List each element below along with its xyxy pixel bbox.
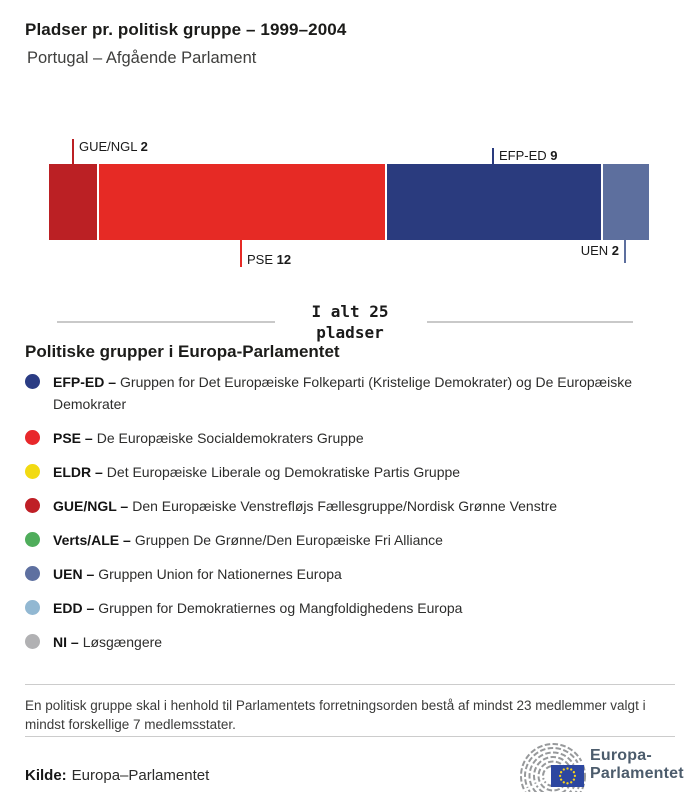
legend-item-edd: [25, 597, 645, 619]
group-abbr: ELDR –: [53, 464, 103, 480]
group-color-dot: [25, 634, 40, 649]
legend-item-gue-ngl: [25, 495, 645, 517]
callout-tick: [624, 240, 626, 263]
group-description: De Europæiske Socialdemokraters Gruppe: [96, 430, 364, 446]
footnote-divider-bottom: [25, 736, 675, 737]
divider-right: [427, 321, 633, 323]
callout-label-EFP-ED: EFP-ED 9: [499, 148, 558, 163]
callout-label-UEN: UEN 2: [580, 243, 619, 258]
group-abbr: Verts/ALE –: [53, 532, 131, 548]
legend-item-ni: [25, 631, 645, 653]
group-description: Den Europæiske Venstrefløjs Fællesgruppe/Nordisk Grønne Venstre: [132, 498, 558, 514]
group-abbr: EDD –: [53, 600, 95, 616]
bar-segment-PSE: [97, 164, 385, 240]
legend: [25, 371, 645, 665]
bar-segment-EFP-ED: [385, 164, 601, 240]
total-seats-line1: I alt 25: [311, 302, 389, 321]
group-color-dot: [25, 600, 40, 615]
group-description: Gruppen for Det Europæiske Folkeparti (Kristelige Demokrater) og De Europæiske Demokrater: [53, 374, 633, 412]
group-description: Gruppen De Grønne/Den Europæiske Fri Alliance: [134, 532, 443, 548]
source-label: Kilde:: [25, 767, 67, 784]
callout-label-GUE/NGL: GUE/NGL 2: [79, 139, 148, 154]
group-color-dot: [25, 464, 40, 479]
group-abbr: EFP-ED –: [53, 374, 117, 390]
group-abbr: UEN –: [53, 566, 95, 582]
ep-logo-line2: Parlamentet: [590, 765, 684, 782]
legend-item-eldr: [25, 461, 645, 483]
legend-item-pse: [25, 427, 645, 449]
group-description: Gruppen Union for Nationernes Europa: [98, 566, 342, 582]
chart-subtitle: Portugal – Afgående Parlament: [27, 49, 257, 67]
legend-item-verts-ale: [25, 529, 645, 551]
group-abbr: PSE –: [53, 430, 93, 446]
legend-item-uen: [25, 563, 645, 585]
divider-left: [57, 321, 275, 323]
callout-tick: [240, 240, 242, 267]
total-seats-line2: pladser: [316, 323, 384, 342]
callout-tick: [72, 139, 74, 164]
source-value: Europa–Parlamentet: [71, 767, 210, 784]
group-description: Det Europæiske Liberale og Demokratiske Partis Gruppe: [106, 464, 461, 480]
group-color-dot: [25, 498, 40, 513]
source-line: [25, 767, 209, 784]
bar-segment-UEN: [601, 164, 649, 240]
legend-item-efp-ed: [25, 371, 645, 415]
group-color-dot: [25, 374, 40, 389]
european-parliament-logo-icon: [512, 740, 586, 797]
group-description: Løsgængere: [82, 634, 163, 650]
group-description: Gruppen for Demokratiernes og Mangfoldighedens Europa: [98, 600, 463, 616]
callout-tick: [492, 148, 494, 164]
ep-logo-wordmark: [590, 747, 684, 783]
group-abbr: GUE/NGL –: [53, 498, 129, 514]
group-color-dot: [25, 430, 40, 445]
bar-segment-GUE/NGL: [49, 164, 97, 240]
stacked-bar: [49, 139, 649, 267]
ep-logo-line1: Europa-: [590, 747, 652, 764]
callout-label-PSE: PSE 12: [247, 252, 292, 267]
group-color-dot: [25, 566, 40, 581]
group-color-dot: [25, 532, 40, 547]
group-abbr: NI –: [53, 634, 79, 650]
footnote-divider-top: [25, 684, 675, 685]
chart-title: Pladser pr. politisk gruppe – 1999–2004: [25, 20, 347, 39]
footnote: En politisk gruppe skal i henhold til Parlamentets forretningsorden bestå af mindst 23 medlemmer valgt i mindst forskellige 7 medlemsstater.: [25, 698, 646, 732]
legend-heading: Politiske grupper i Europa-Parlamentet: [25, 342, 340, 361]
